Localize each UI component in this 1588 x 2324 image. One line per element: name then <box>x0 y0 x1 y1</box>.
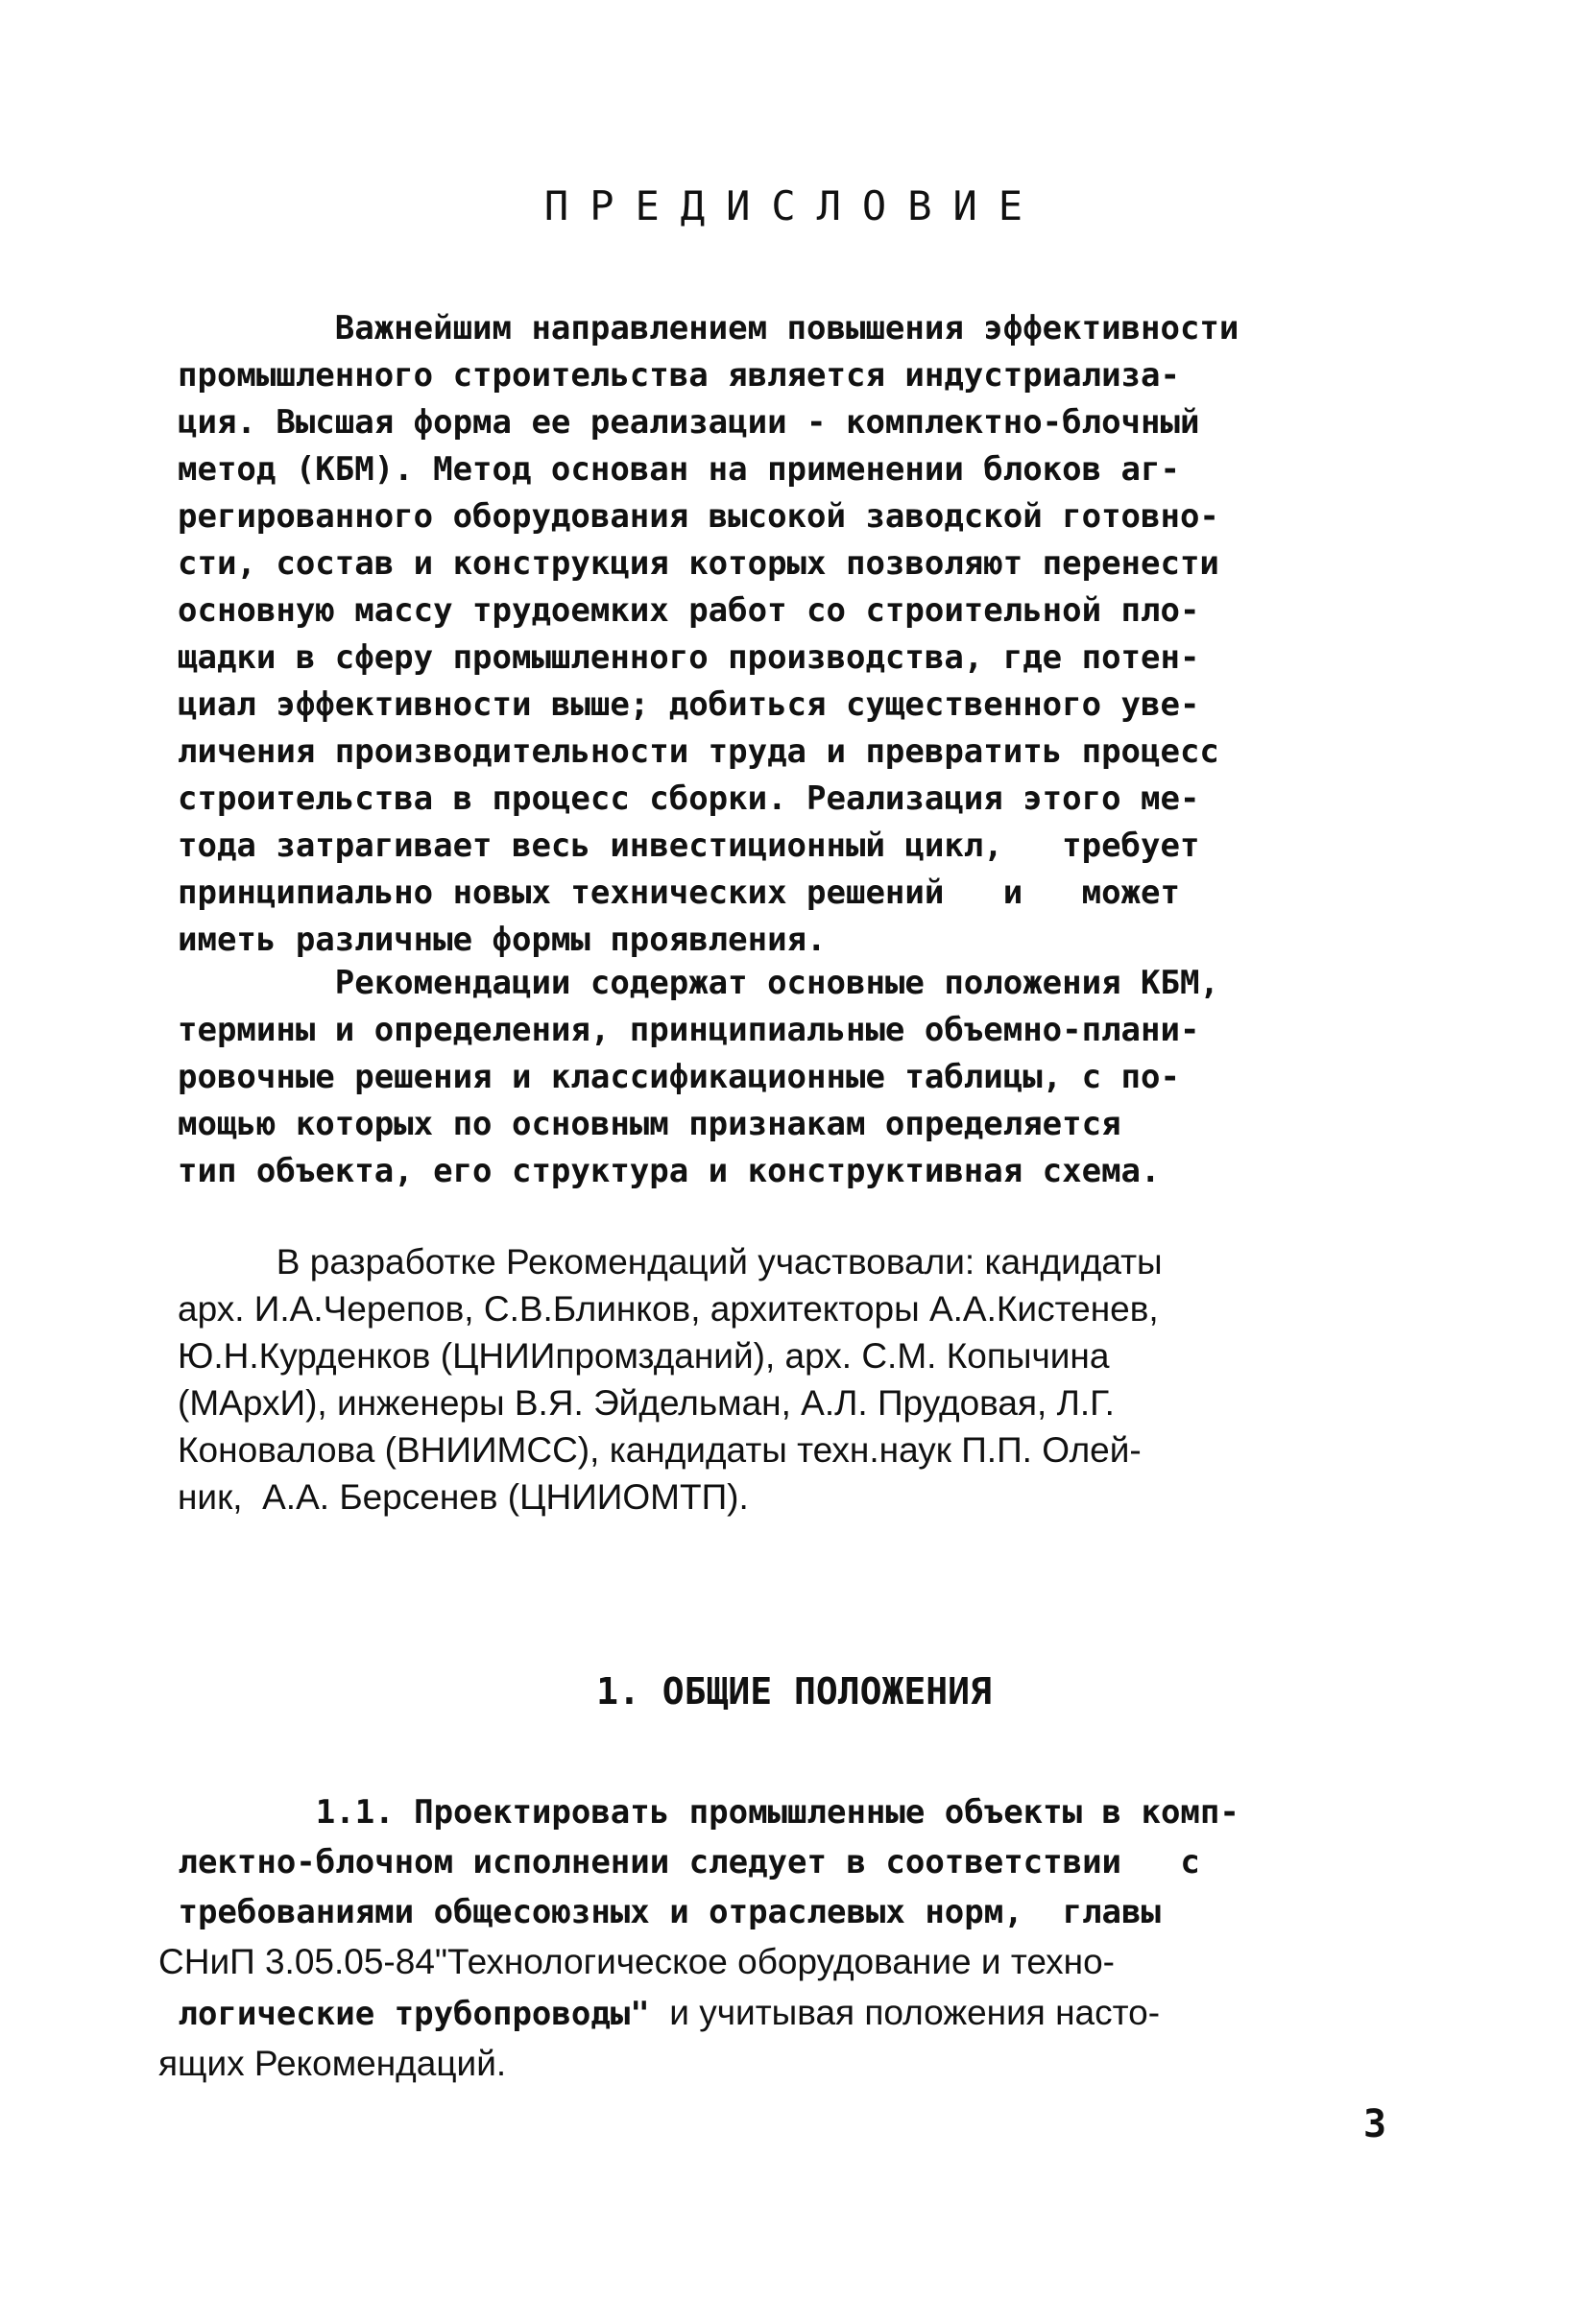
clause-line-5a: логические трубопроводы" <box>158 1995 650 2033</box>
page-title: ПРЕДИСЛОВИЕ <box>543 182 1045 229</box>
preface-paragraph-2: Рекомендации содержат основные положения КБМ, термины и определения, принципиальные объемно-плани- ровочные решения и классификационные таблицы, с по- мощью которых по основным признакам определяется тип объекта, его структура и конструктивная схема. <box>178 964 1219 1190</box>
page-number: 3 <box>1363 2102 1387 2146</box>
clause-line-6: ящих Рекомендаций. <box>158 2044 507 2083</box>
clause-line-4: СНиП 3.05.05-84"Технологическое оборудование и техно- <box>158 1942 1115 1981</box>
clause-line-5b: и учитывая положения насто- <box>649 1993 1161 2032</box>
clause-line-1: 1.1. Проектировать промышленные объекты в комп- <box>158 1793 1239 1832</box>
preface-paragraph-1: Важнейшим направлением повышения эффективности промышленного строительства является индустриализа- ция. Высшая форма ее реализации - комплектно-блочный метод (КБМ). Метод основан на применении блоков аг- регированного оборудования высокой заводской готовно- сти, состав и конструкция которых позволяют перенести основную массу трудоемких работ со строительной пло- щадки в сферу промышленного производства, где потен- циал эффективности выше; добиться существенного уве- личения производительности труда и превратить процесс строительства в процесс сборки. Реализация этого ме- тода затрагивает весь инвестиционный цикл, требует принципиально новых технических решений и может иметь различные формы проявления. <box>178 309 1239 959</box>
authors-paragraph: В разработке Рекомендаций участвовали: кандидаты арх. И.А.Черепов, С.В.Блинков, архитекторы А.А.Кистенев, Ю.Н.Курденков (ЦНИИпромзданий), арх. С.М. Копычина (МАрхИ), инженеры В.Я. Эйдельман, А.Л. Прудовая, Л.Г. Коновалова (ВНИИМСС), кандидаты техн.наук П.П. Олей- ник, А.А. Берсенев (ЦНИИОМТП). <box>178 1242 1163 1517</box>
section-heading: 1. ОБЩИЕ ПОЛОЖЕНИЯ <box>596 1670 992 1713</box>
clause-1-1 <box>158 1787 1239 2090</box>
clause-line-3: требованиями общесоюзных и отраслевых норм, главы <box>158 1893 1161 1931</box>
clause-line-2: лектно-блочном исполнении следует в соответствии с <box>158 1843 1200 1881</box>
